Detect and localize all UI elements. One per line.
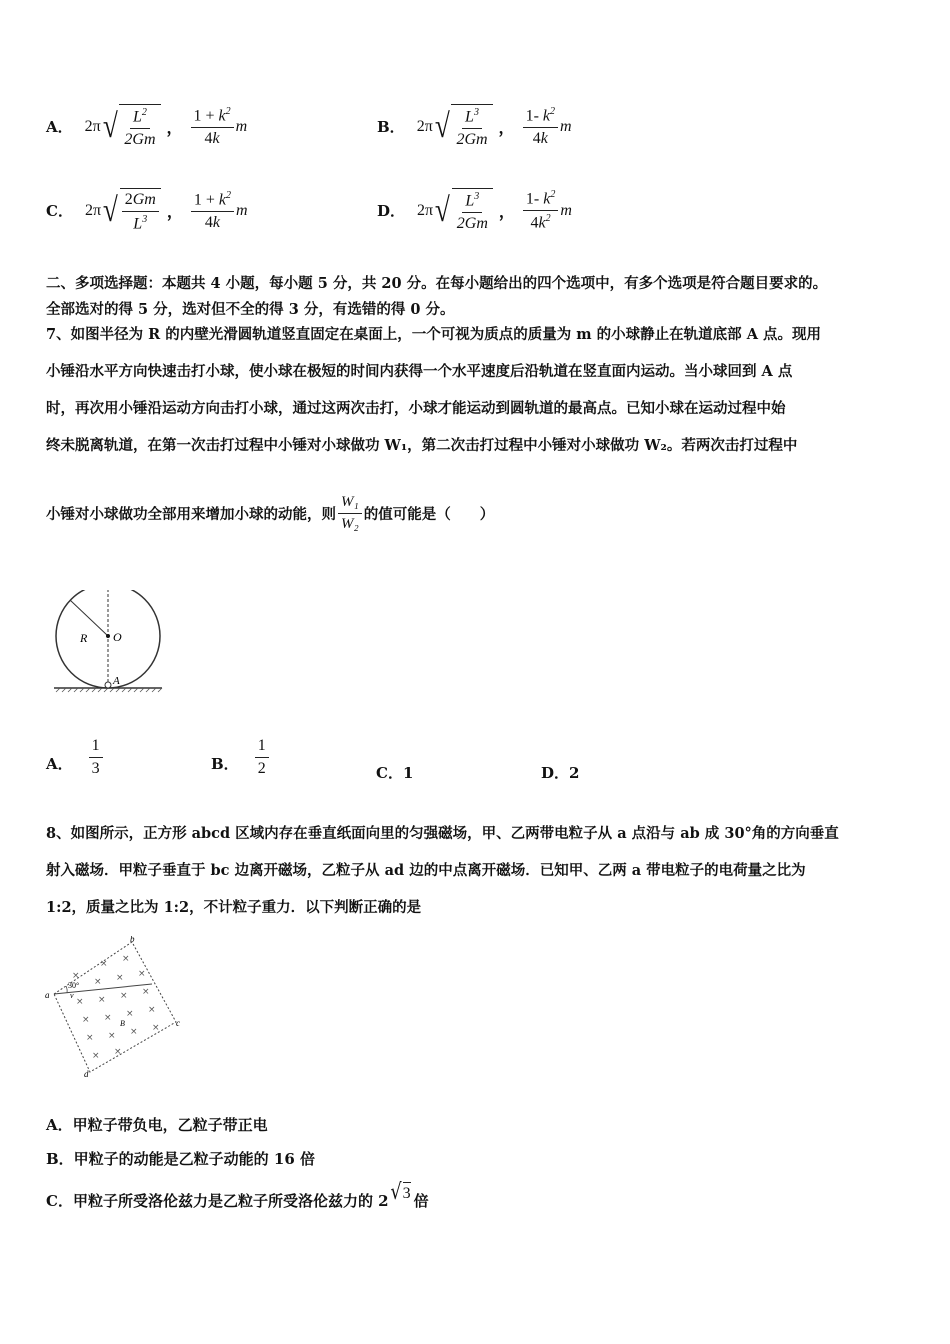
field-crosses — [72, 954, 160, 1061]
label-r: R — [80, 631, 88, 645]
q6-option-d-label: D． — [377, 202, 406, 221]
label-c: c — [176, 1018, 180, 1028]
q8-option-c-root: 3 — [403, 1182, 411, 1203]
q7-option-a-label: A． — [46, 755, 73, 773]
q6-option-c — [46, 188, 248, 233]
svg-text:×: × — [72, 971, 80, 981]
svg-text:×: × — [104, 1013, 112, 1023]
q6-option-a-label: A． — [46, 118, 73, 137]
q8-line1: 8、如图所示，正方形 abcd 区域内存在垂直纸面向里的匀强磁场，甲、乙两带电粒子从 a 点沿与 ab 成 30°角的方向垂直 — [46, 825, 839, 842]
q7-option-b-den: 2 — [257, 760, 266, 777]
svg-text:×: × — [116, 973, 124, 983]
q7-option-a-num: 1 — [89, 737, 103, 758]
label-angle: 30° — [68, 981, 80, 990]
q7-ratio-num: W₁ — [338, 494, 362, 514]
q7-option-d: D．2 — [541, 764, 580, 782]
svg-text:×: × — [108, 1031, 116, 1041]
svg-text:×: × — [82, 1015, 90, 1025]
q8-option-c-post: 倍 — [413, 1192, 429, 1210]
svg-text:×: × — [100, 959, 108, 969]
q7-option-b-label: B． — [211, 755, 239, 773]
svg-text:×: × — [120, 991, 128, 1001]
svg-text:×: × — [130, 1027, 138, 1037]
svg-text:×: × — [114, 1047, 122, 1057]
label-o: O — [113, 630, 122, 644]
q6-option-c-label: C． — [46, 202, 73, 221]
q8-option-c-sqrt: √ 3 — [390, 1179, 411, 1205]
q8-option-b: B．甲粒子的动能是乙粒子动能的 16 倍 — [46, 1150, 315, 1168]
center-point — [106, 634, 110, 638]
section2-line2: 全部选对的得 5 分，选对但不全的得 3 分，有选错的得 0 分。 — [46, 301, 455, 318]
svg-text:×: × — [94, 977, 102, 987]
svg-text:×: × — [76, 997, 84, 1007]
angle-arc — [66, 986, 67, 993]
q6-option-d-formula: 2π √ $\frac{L^3}{2Gm}$ ， $\frac{1- k^2}{4k^2}$ m — [417, 188, 572, 233]
label-b: b — [130, 936, 135, 944]
q7-line5-pre: 小锤对小球做功全部用来增加小球的动能，则 — [46, 506, 336, 523]
label-d: d — [84, 1069, 89, 1078]
q7-option-a-fraction — [89, 737, 103, 778]
q8-figure-magnetic-field — [42, 936, 182, 1078]
q6-option-a-formula: 2π √ $\frac{L^2}{2Gm}$ ， $\frac{1 + k^2}{4k}$ m — [84, 105, 248, 149]
q7-line5 — [46, 494, 494, 533]
q6-option-b-label: B． — [377, 118, 405, 137]
svg-text:×: × — [92, 1051, 100, 1061]
q8-line3: 1:2，质量之比为 1:2，不计粒子重力．以下判断正确的是 — [46, 899, 422, 916]
ball — [105, 682, 111, 688]
q7-option-a-den: 3 — [91, 760, 100, 777]
q7-line3: 时，再次用小锤沿运动方向击打小球，通过这两次击打，小球才能运动到圆轨道的最高点。已知小球在运动过程中始 — [46, 400, 786, 417]
svg-text:×: × — [148, 1005, 156, 1015]
q7-line4: 终未脱离轨道，在第一次击打过程中小锤对小球做功 W₁，第二次击打过程中小锤对小球做功 W₂。若两次击打过程中 — [46, 437, 798, 454]
q7-line5-post: 的值可能是（ ） — [363, 506, 495, 523]
svg-text:×: × — [138, 969, 146, 979]
svg-text:×: × — [126, 1009, 134, 1019]
label-b-field: B — [120, 1019, 125, 1028]
q7-line1: 7、如图半径为 R 的内壁光滑圆轨道竖直固定在桌面上，一个可视为质点的质量为 m 的小球静止在轨道底部 A 点。现用 — [46, 326, 822, 343]
svg-text:×: × — [152, 1023, 160, 1033]
q7-option-a — [46, 737, 105, 778]
q7-line2: 小锤沿水平方向快速击打小球，使小球在极短的时间内获得一个水平速度后沿轨道在竖直面内运动。当小球回到 A 点 — [46, 363, 793, 380]
q6-option-c-formula: 2π √ $\frac{2Gm}{L^3}$ ， $\frac{1 + k^2}{4k}$ m — [84, 189, 248, 233]
label-v: v — [70, 991, 74, 1000]
svg-text:×: × — [86, 1033, 94, 1043]
q7-ratio-den: W₂ — [341, 516, 359, 532]
svg-text:×: × — [98, 995, 106, 1005]
q6-option-d — [377, 188, 572, 233]
q7-option-c: C．1 — [376, 764, 414, 782]
label-a: A — [113, 675, 120, 687]
section2-line1: 二、多项选择题：本题共 4 小题，每小题 5 分，共 20 分。在每小题给出的四个选项中，有多个选项是符合题目要求的。 — [46, 275, 828, 292]
svg-text:×: × — [122, 954, 130, 964]
q8-option-c-pre: C．甲粒子所受洛伦兹力是乙粒子所受洛伦兹力的 2 — [46, 1192, 389, 1210]
q6-option-b — [377, 104, 572, 149]
q8-option-a: A．甲粒子带负电，乙粒子带正电 — [46, 1116, 268, 1134]
q7-figure-circle-track — [50, 590, 170, 700]
q8-line2: 射入磁场．甲粒子垂直于 bc 边离开磁场，乙粒子从 ad 边的中点离开磁场．已知甲、乙两 a 带电粒子的电荷量之比为 — [46, 862, 806, 879]
q6-option-a — [46, 104, 247, 149]
q7-option-b-num: 1 — [255, 737, 269, 758]
q7-option-b — [211, 737, 271, 778]
q7-ratio-fraction — [338, 494, 362, 533]
radius-line — [70, 600, 108, 636]
q7-option-b-fraction — [255, 737, 269, 778]
label-a: a — [45, 990, 50, 1000]
q6-option-b-formula: 2π √ $\frac{L^3}{2Gm}$ ， $\frac{1- k^2}{4k}$ m — [416, 105, 572, 149]
svg-text:×: × — [142, 987, 150, 997]
q8-option-c — [46, 1180, 429, 1211]
